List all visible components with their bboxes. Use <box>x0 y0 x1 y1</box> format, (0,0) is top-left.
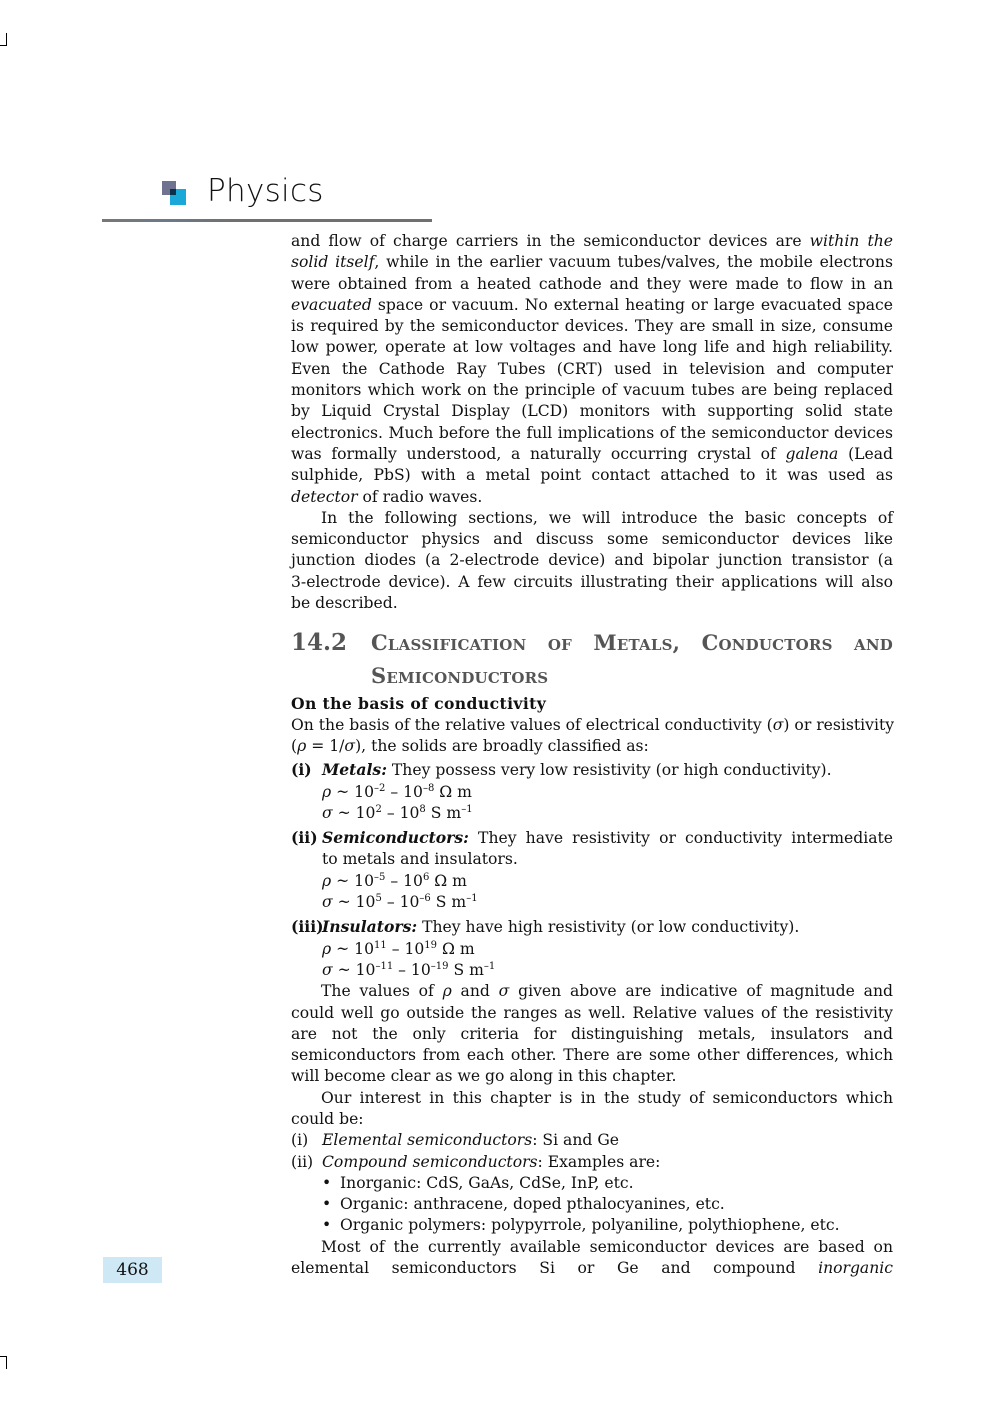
text-line <box>291 423 893 444</box>
italic-text: ρ <box>442 982 452 1001</box>
text-line <box>291 550 893 571</box>
text-run: – 10 <box>386 939 425 958</box>
text-run: of radio waves. <box>357 487 483 506</box>
text-run: The values of <box>321 982 443 1001</box>
italic-text: σ <box>322 893 333 912</box>
text-line <box>291 981 893 1002</box>
text-run: ~ 10 <box>331 871 374 890</box>
term-label: Metals: <box>322 760 387 780</box>
bullet-item: • Organic: anthracene, doped pthalocyanines, etc. <box>291 1194 893 1215</box>
text-run: , while in the earlier vacuum tubes/valves, the mobile electrons <box>374 253 893 272</box>
term-label: Insulators: <box>322 917 418 937</box>
item-label: (i) <box>291 1131 309 1150</box>
term-label: Semiconductors: <box>322 828 469 848</box>
italic-text: galena <box>785 444 839 463</box>
crop-mark-top <box>0 33 7 46</box>
text-run: (Lead <box>838 444 894 463</box>
type-item <box>291 1130 893 1151</box>
section-number: 14.2 <box>291 629 348 657</box>
text-run: – 10 <box>393 960 431 979</box>
text-run: ), the solids are broadly classified as: <box>355 736 649 755</box>
italic-text: Compound semiconductors <box>322 1152 538 1171</box>
class-item <box>291 759 893 824</box>
italic-text: ρ <box>322 782 332 801</box>
text-run: was formally understood, a naturally occurring crystal of <box>291 444 786 463</box>
text-run: Most of the currently available semiconductor devices are based on <box>321 1237 893 1256</box>
text-line <box>291 1024 893 1045</box>
section-square-icon <box>162 181 188 205</box>
italic-text: σ <box>322 803 333 822</box>
section-title-line2: Semiconductors <box>371 663 549 689</box>
text-run: semiconductors from each other. There are some other differences, which <box>291 1046 893 1065</box>
text-run: ) or resistivity <box>783 715 895 734</box>
text-line <box>322 849 893 870</box>
text-run: They have high resistivity (or low conductivity). <box>417 918 800 937</box>
text-run: ~ 10 <box>332 893 376 912</box>
item-label: (ii) <box>291 1152 314 1171</box>
exponent: –6 <box>419 893 431 905</box>
exponent: –1 <box>466 893 478 905</box>
text-run: They possess very low resistivity (or high conductivity). <box>386 761 832 780</box>
text-line <box>291 1237 893 1258</box>
exponent: 11 <box>374 939 387 951</box>
semiconductor-types-list <box>291 1130 893 1173</box>
italic-text: ρ <box>297 736 307 755</box>
exponent: 6 <box>422 871 430 883</box>
text-run: ( <box>291 736 298 755</box>
crop-mark-bottom <box>0 1356 7 1369</box>
text-run: monitors which work on the principle of vacuum tubes are being replaced <box>291 381 893 400</box>
text-run: to metals and insulators. <box>322 850 518 869</box>
exponent: 2 <box>375 803 382 815</box>
item-label: (iii) <box>291 917 324 937</box>
text-line <box>322 803 893 824</box>
italic-text: inorganic <box>818 1259 893 1278</box>
text-line <box>291 487 893 508</box>
text-line <box>291 295 893 316</box>
exponent: –11 <box>375 960 394 972</box>
text-run: junction diodes (a 2-electrode device) and bipolar junction transistor (a <box>291 551 893 570</box>
text-run: is required by the semiconductor devices. They are small in size, consume <box>291 317 893 336</box>
text-run: given above are indicative of magnitude and <box>509 982 893 1001</box>
italic-text: ρ <box>322 939 332 958</box>
text-run: They have resistivity or conductivity intermediate <box>468 829 893 848</box>
text-run: Ω m <box>429 871 467 890</box>
type-item <box>291 1152 893 1173</box>
text-run: ~ 10 <box>331 782 374 801</box>
exponent: –19 <box>430 960 449 972</box>
running-header-title: Physics <box>207 173 324 209</box>
text-run: In the following sections, we will introduce the basic concepts of <box>321 508 893 527</box>
exponent: –1 <box>483 960 496 972</box>
text-run: and flow of charge carriers in the semiconductor devices are <box>291 232 810 250</box>
text-line <box>291 508 893 529</box>
exponent: 5 <box>375 893 382 905</box>
text-run: elemental semiconductors Si or Ge and compound <box>291 1259 819 1278</box>
text-line <box>291 736 893 757</box>
text-line <box>291 1066 893 1087</box>
text-line <box>291 572 893 593</box>
italic-text: ρ <box>322 871 332 890</box>
text-run: 3-electrode device). A few circuits illustrating their applications will also <box>291 572 893 591</box>
text-line <box>322 1152 893 1173</box>
italic-text: Elemental semiconductors <box>322 1131 533 1150</box>
text-line <box>291 529 893 550</box>
text-run: : Examples are: <box>537 1152 661 1171</box>
item-label: (ii) <box>291 828 318 848</box>
paragraph-sections <box>291 508 893 614</box>
text-run: by Liquid Crystal Display (LCD) monitors with supporting solid state <box>291 402 893 421</box>
text-line <box>291 380 893 401</box>
classification-list <box>291 759 893 981</box>
exponent: 8 <box>419 803 426 815</box>
text-line <box>322 1130 893 1151</box>
text-line <box>291 1003 893 1024</box>
text-run: were obtained from a heated cathode and they were made to flow in an <box>291 274 893 293</box>
text-run: sulphide, PbS) with a metal point contact attached to it was used as <box>291 466 893 485</box>
text-run: S m <box>448 960 484 979</box>
text-run: On the basis of the relative values of electrical conductivity ( <box>291 715 773 734</box>
item-label: (i) <box>291 760 312 780</box>
text-run: semiconductor physics and discuss some semiconductor devices like <box>291 530 893 549</box>
exponent: –8 <box>422 782 435 794</box>
text-run: – 10 <box>381 893 420 912</box>
text-line <box>291 1045 893 1066</box>
text-line <box>322 916 893 938</box>
text-line <box>322 939 893 960</box>
text-line <box>291 316 893 337</box>
class-item <box>291 916 893 981</box>
text-run: – 10 <box>381 803 420 822</box>
italic-text: solid itself <box>291 253 375 272</box>
text-run: : Si and Ge <box>532 1131 620 1150</box>
italic-text: σ <box>322 960 333 979</box>
section-heading <box>291 626 893 692</box>
text-run: Our interest in this chapter is in the study of semiconductors which <box>321 1088 893 1107</box>
exponent: –2 <box>374 782 386 794</box>
text-line <box>291 1109 893 1130</box>
text-line <box>291 1088 893 1109</box>
text-run: ~ 10 <box>331 939 374 958</box>
text-column <box>291 231 893 1279</box>
text-run: are not the only criteria for distinguishing metals, insulators and <box>291 1024 893 1043</box>
section-title-line1: Classification of Metals, Conductors and <box>371 630 893 656</box>
text-run: S m <box>425 803 462 822</box>
paragraph-values <box>291 981 893 1087</box>
text-run: electronics. Much before the full implications of the semiconductor devices <box>291 423 893 442</box>
exponent: –1 <box>461 803 473 815</box>
bullet-item: • Organic polymers: polypyrrole, polyaniline, polythiophene, etc. <box>291 1215 893 1236</box>
italic-text: evacuated <box>291 295 372 314</box>
text-line <box>291 274 893 295</box>
text-line <box>291 252 893 273</box>
text-run: be described. <box>291 594 398 613</box>
text-line <box>291 231 893 252</box>
text-run: space or vacuum. No external heating or large evacuated space <box>371 295 893 314</box>
text-run: could well go outside the ranges as well. Relative values of the resistivity <box>291 1003 893 1022</box>
text-run: Even the Cathode Ray Tubes (CRT) used in television and computer <box>291 359 893 378</box>
italic-text: within the <box>809 232 893 250</box>
text-run: ~ 10 <box>332 960 376 979</box>
subheading: On the basis of conductivity <box>291 694 547 714</box>
italic-text: σ <box>344 736 356 755</box>
text-line <box>291 715 893 736</box>
text-run: Ω m <box>434 782 472 801</box>
text-run: and <box>451 982 499 1001</box>
text-line <box>322 782 893 803</box>
text-run: – 10 <box>385 871 423 890</box>
text-run: low power, operate at low voltages and have long life and high reliability. <box>291 338 893 357</box>
italic-text: detector <box>291 487 358 506</box>
text-run: will become clear as we go along in this chapter. <box>291 1067 677 1086</box>
compound-examples-list <box>291 1173 893 1237</box>
text-line <box>291 337 893 358</box>
text-run: = 1/ <box>306 736 345 755</box>
paragraph-classification-intro <box>291 715 893 758</box>
text-run: Ω m <box>437 939 475 958</box>
text-run: could be: <box>291 1109 364 1128</box>
text-line <box>322 759 893 781</box>
text-line <box>291 444 893 465</box>
text-line <box>291 465 893 486</box>
paragraph-intro <box>291 231 893 508</box>
text-line <box>291 1258 893 1279</box>
text-line <box>322 827 893 849</box>
class-item <box>291 827 893 913</box>
text-line <box>322 892 893 913</box>
italic-text: σ <box>772 715 784 734</box>
text-line <box>291 359 893 380</box>
text-line <box>291 593 893 614</box>
paragraph-interest <box>291 1088 893 1131</box>
page-number: 468 <box>103 1257 162 1283</box>
bullet-item: • Inorganic: CdS, GaAs, CdSe, InP, etc. <box>291 1173 893 1194</box>
paragraph-devices <box>291 1237 893 1280</box>
header-rule <box>102 219 432 222</box>
exponent: –5 <box>374 871 386 883</box>
italic-text: σ <box>498 982 510 1001</box>
text-line <box>322 871 893 892</box>
text-run: – 10 <box>385 782 423 801</box>
text-run: ~ 10 <box>332 803 376 822</box>
text-run: S m <box>430 893 467 912</box>
exponent: 19 <box>424 939 438 951</box>
text-line <box>322 960 893 981</box>
text-line <box>291 401 893 422</box>
